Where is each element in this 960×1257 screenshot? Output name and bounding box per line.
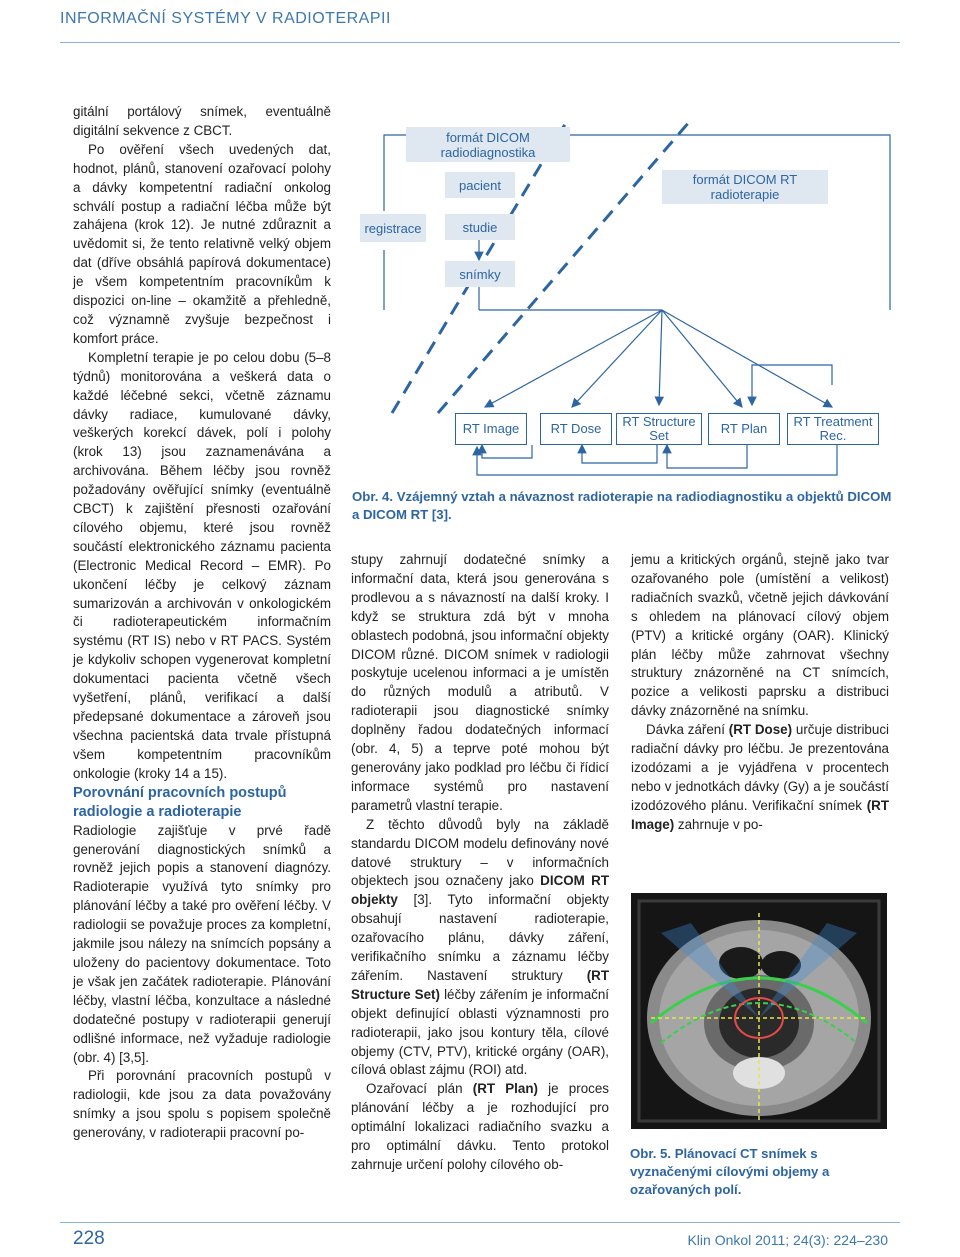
section-title: Porovnání pracovních postupů radiologie a radioterapie — [73, 784, 287, 820]
rt-treatment-record-box: RT Treatment Rec. — [787, 413, 879, 445]
snimky-box: snímky — [445, 261, 515, 287]
journal-citation: Klin Onkol 2011; 24(3): 224–230 — [687, 1232, 888, 1248]
page-number: 228 — [73, 1228, 105, 1249]
rt-plan-box: RT Plan — [708, 413, 780, 445]
planning-ct-image — [631, 893, 887, 1129]
text-column-1 — [73, 103, 331, 1143]
text-column-3 — [631, 551, 889, 835]
paragraph: Po ověření všech uvedených dat, hodnot, plánů, stanovení ozařovací polohy a dávky kompetentní radiační onkolog schválí postup a radiační léčba může být zahájena (krok 12). Je nutné zdůraznit a uvědomit si, že tento relativně velký objem dat (dříve obsáhlá papírová dokumentace) je všem kompetentním pracovníkům k dispozici on-line – okamžitě a přehledně, což významně zvyšuje bezpečnost i komfort práce. — [73, 141, 331, 346]
paragraph: Ozařovací plán (RT Plan) je proces plánování léčby a je rozhodující pro optimální lokalizaci radiačního svazku a pro optimální dávku. Tento protokol zahrnuje určení polohy cílového ob- — [351, 1081, 609, 1172]
paragraph: gitální portálový snímek, eventuálně digitální sekvence z CBCT. — [73, 104, 331, 138]
rt-image-box: RT Image — [455, 413, 527, 445]
paragraph: Z těchto důvodů byly na základě standardu DICOM modelu definovány nové datové struktury – v informačních objektech jsou označeny jako DICOM RT objekty [3]. Tyto informační objekty obsahují nastavení radioterapie, ozařovacího plánu, dávky záření, verifikačního snímku a záznamu léčby zářením. Nastavení struktury (RT Structure Set) léčby zářením je informační objekt definující oblasti významnosti pro radioterapii, jako jsou kontury těla, cílové objemy (CTV, PTV), kritické orgány (OAR), cílová oblast zájmu (ROI) atd. — [351, 816, 610, 1078]
ct-scan-graphic — [631, 893, 887, 1129]
dicom-relationship-diagram — [352, 115, 897, 480]
registrace-box: registrace — [360, 214, 426, 242]
footer-rule — [60, 1222, 900, 1223]
studie-box: studie — [445, 214, 515, 240]
text-column-2 — [351, 551, 609, 1175]
figure-4-caption: Obr. 4. Vzájemný vztah a návaznost radioterapie na radiodiagnostiku a objektů DICOM a DICOM RT [3]. — [352, 489, 892, 522]
dicom-radiodiagnostics-label: formát DICOM radiodiagnostika — [406, 127, 570, 162]
paragraph: Při porovnání pracovních postupů v radiologii, kde jsou za data považovány snímky a jsou spolu s popisem společně generovány, v radioterapii pracovní po- — [73, 1068, 331, 1141]
paragraph: Radiologie zajišťuje v prvé řadě generování diagnostických snímků a rovněž jejich popis a stanovení diagnózy. Radioterapie využívá tyto snímky pro plánování léčby a také pro ověření léčby. V radiologii se považuje proces za kompletní, jakmile jsou nálezy na snímcích popsány a uloženy do pacientovy dokumentace. Toto je však jen začátek radioterapie. Plánování léčby, vlastní léčba, konzultace a následné dodatečné postupy v radioterapii generují odlišné informace, než vyžaduje radiologie (obr. 4) [3,5]. — [73, 822, 331, 1065]
dicom-rt-label: formát DICOM RT radioterapie — [662, 170, 828, 204]
figure-5-caption: Obr. 5. Plánovací CT snímek s vyznačenými cílovými objemy a ozařovaných polí. — [630, 1146, 830, 1197]
paragraph: Dávka záření (RT Dose) určuje distribuci radiační dávky pro léčbu. Je prezentována izodózami a je vyjádřena v procentech nebo v jednotkách dávky (Gy) a je součástí izodózového plánu. Verifikační snímek (RT Image) zahrnuje v po- — [631, 722, 889, 832]
paragraph: jemu a kritických orgánů, stejně jako tvar ozařovaného pole (umístění a velikost) radiačních svazků, včetně jejich dávkování s ohledem na plánovací cílový objem (PTV) a kritické orgány (OAR). Klinický plán léčby může zahrnovat všechny struktury znázorněné na CT snímcích, pozice a velikosti paprsku a distribuci dávky znázorněné na snímku. — [631, 552, 889, 719]
paragraph: Kompletní terapie je po celou dobu (5–8 týdnů) monitorována a veškerá data o každé léčebné sekci, včetně záznamu dávky radiace, kumulované dávky, veškerých korekcí dávek, polí i polohy (krok 13) jsou zaznamenávána a archivována. Během léčby jsou rovněž požadovány ověřující snímky (eventuálně CBCT) k zajištění přesnosti ozařování cílového objemu, které jsou rovněž součástí elektronického záznamu pacienta (Electronic Medical Record – EMR). Po ukončení léčby je celkový záznam sumarizován a archivován v onkologickém či radioterapeutickém informačním systému (RT IS) nebo v RT PACS. Systém je kdykoliv schopen vygenerovat kompletní dokumentaci pacienta včetně všech vyšetření, plánů, verifikací a další předepsané dokumentace a zároveň jsou všechna pacientská data trvale přístupná všem kompetentním pracovníkům onkologie (kroky 14 a 15). — [73, 349, 331, 781]
paragraph: stupy zahrnují dodatečné snímky a informační data, která jsou generována s prodlevou a s návazností na další kroky. I když se struktura zdá být v mnoha oblastech podobná, jsou informační objekty DICOM různé. DICOM snímek v radiologii poskytuje ucelenou informaci a je umístěn do různých modulů a atributů. V radioterapii jsou diagnostické snímky doplněny řadou dodatečných informací (obr. 4, 5) a teprve poté mohou být generovány jako podklad pro léčbu či řídicí informace systémů pro nastavení parametrů vlastní terapie. — [351, 552, 609, 813]
rt-dose-box: RT Dose — [540, 413, 612, 445]
header-rule — [60, 42, 900, 43]
rt-structure-set-box: RT Structure Set — [616, 413, 702, 445]
running-header: INFORMAČNÍ SYSTÉMY V RADIOTERAPII — [60, 10, 391, 27]
pacient-box: pacient — [445, 172, 515, 198]
